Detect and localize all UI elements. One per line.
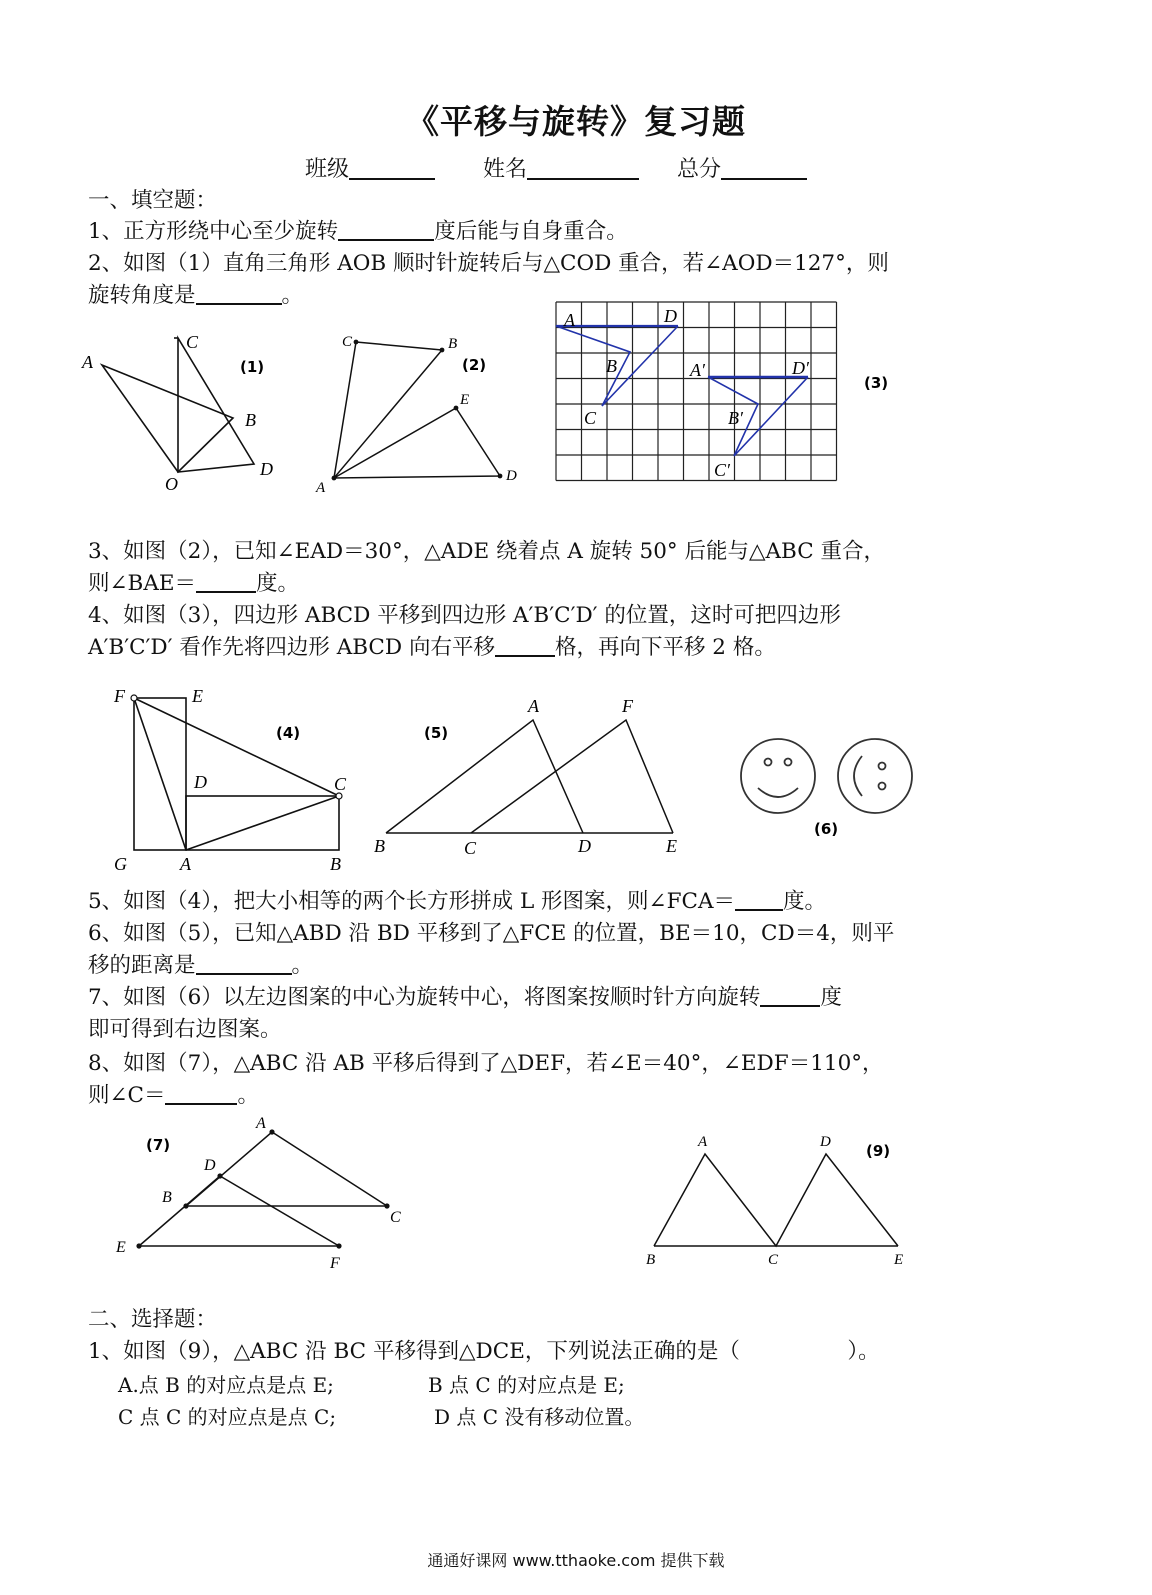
q7-text-end: 度 [820, 985, 842, 1010]
figure-3 [552, 300, 912, 485]
choice-1-option-c: C 点 C 的对应点是点 C; [118, 1405, 337, 1429]
label-b: B [162, 1189, 172, 1206]
label-b: B [330, 854, 341, 874]
label-d: D [820, 1134, 831, 1150]
label-b: B [374, 836, 385, 856]
label-d: D [260, 459, 273, 479]
q4-text-end: 格，再向下平移 2 格。 [554, 635, 776, 660]
class-blank [349, 156, 435, 180]
question-4-line2 [88, 633, 776, 663]
label-f: F [114, 686, 125, 706]
question-2-line1: 2、如图（1）直角三角形 AOB 顺时针旋转后与△COD 重合，若∠AOD＝127°，则 [88, 251, 889, 276]
q8-text-end: 。 [237, 1083, 259, 1108]
label-a: A [180, 854, 191, 874]
figure-4 [108, 680, 368, 880]
question-8-line2 [88, 1081, 259, 1111]
label-d: D [194, 772, 207, 792]
smiley-face-left [741, 739, 815, 813]
question-6-line2 [88, 951, 313, 981]
question-1 [88, 217, 628, 247]
figure-7 [108, 1108, 418, 1283]
label-d: D [664, 306, 677, 326]
label-g: G [114, 854, 127, 874]
q6-text-end: 。 [291, 953, 314, 978]
figure-5 [368, 680, 698, 870]
q5-text: 5、如图（4），把大小相等的两个长方形拼成 L 形图案，则∠FCA＝ [88, 889, 735, 914]
q5-blank [735, 889, 783, 911]
class-label: 班级 [305, 157, 350, 182]
q8-text: 则∠C＝ [88, 1083, 166, 1108]
q1-text: 1、正方形绕中心至少旋转 [88, 219, 339, 244]
label-c: C [768, 1252, 779, 1268]
figure-4-label: (4) [276, 724, 301, 742]
question-2-line2 [88, 281, 303, 311]
q4-blank [495, 635, 555, 657]
figure-6-label: (6) [814, 820, 839, 838]
label-c: C [390, 1209, 401, 1226]
label-c: C [186, 332, 199, 352]
q7-text: 7、如图（6）以左边图案的中心为旋转中心，将图案按顺时针方向旋转 [88, 985, 761, 1010]
question-3-line1: 3、如图（2），已知∠EAD＝30°，△ADE 绕着点 A 旋转 50° 后能与△ABC 重合， [88, 539, 886, 564]
score-blank [721, 156, 807, 180]
label-a: A [698, 1134, 708, 1150]
name-label: 姓名 [483, 157, 528, 182]
label-a: A [82, 352, 93, 372]
figure-7-label: (7) [146, 1136, 171, 1154]
q4-text: A′B′C′D′ 看作先将四边形 ABCD 向右平移 [88, 635, 495, 660]
figure-2 [312, 328, 532, 498]
question-8-line1: 8、如图（7），△ABC 沿 AB 平移后得到了△DEF，若∠E＝40°，∠EDF＝110°， [88, 1051, 884, 1076]
q1-text-end: 度后能与自身重合。 [434, 219, 628, 244]
label-c: C [342, 334, 353, 350]
footer: 通通好课网 www.tthaoke.com 提供下载 [427, 1551, 725, 1570]
q6-blank [196, 953, 292, 975]
label-c: C [584, 408, 597, 428]
figure-5-label: (5) [424, 724, 449, 742]
q2-blank [196, 283, 282, 305]
label-e: E [460, 392, 470, 408]
figure-9-label: (9) [866, 1142, 891, 1160]
figure-2-label: (2) [462, 356, 487, 374]
label-a: A [256, 1115, 266, 1132]
choice-1-stem: 1、如图（9），△ABC 沿 BC 平移得到△DCE，下列说法正确的是（ ）。 [88, 1339, 880, 1364]
q8-blank [165, 1083, 237, 1105]
section1-heading: 一、填空题： [88, 188, 218, 213]
label-a: A [316, 480, 326, 496]
info-line [305, 152, 807, 183]
question-6-line1: 6、如图（5），已知△ABD 沿 BD 平移到了△FCE 的位置，BE＝10，CD＝4，则平 [88, 921, 895, 946]
label-d: D [578, 836, 591, 856]
label-e: E [116, 1239, 126, 1256]
triangle-aob [102, 365, 233, 472]
page-title: 《平移与旋转》复习题 [406, 102, 746, 141]
label-c-prime: C′ [714, 460, 730, 480]
figure-1-label: (1) [240, 358, 265, 376]
q7-blank [760, 985, 820, 1007]
label-b: B [245, 410, 256, 430]
label-e: E [192, 686, 203, 706]
label-c: C [464, 838, 477, 858]
label-e: E [894, 1252, 904, 1268]
name-blank [527, 156, 639, 180]
figure-6 [728, 726, 928, 846]
figure-9 [640, 1128, 930, 1273]
choice-1-option-a: A.点 B 的对应点是点 E; [118, 1373, 334, 1397]
label-b: B [448, 336, 458, 352]
label-o: O [165, 474, 178, 494]
label-b: B [646, 1252, 656, 1268]
q1-blank [338, 219, 434, 241]
label-a: A [564, 310, 575, 330]
question-5 [88, 887, 826, 917]
q5-text-end: 度。 [782, 889, 826, 914]
label-d-prime: D′ [792, 358, 809, 378]
q3-blank [196, 571, 256, 593]
choice-1-option-b: B 点 C 的对应点是 E; [428, 1373, 625, 1397]
choice-1-option-d: D 点 C 没有移动位置。 [434, 1405, 645, 1429]
label-b-prime: B′ [728, 408, 743, 428]
label-e: E [666, 836, 677, 856]
score-label: 总分 [677, 157, 722, 182]
smiley-face-right [838, 739, 912, 813]
label-d: D [506, 468, 517, 484]
label-d: D [204, 1157, 216, 1174]
figure-1 [78, 330, 298, 495]
q2-text: 旋转角度是 [88, 283, 196, 308]
label-c: C [334, 774, 347, 794]
label-b: B [606, 356, 617, 376]
q3-text: 则∠BAE＝ [88, 571, 197, 596]
label-f: F [330, 1255, 340, 1272]
question-3-line2 [88, 569, 299, 599]
label-a: A [528, 696, 539, 716]
figure-3-label: (3) [864, 374, 889, 392]
question-7-line1 [88, 983, 842, 1013]
question-7-line2: 即可得到右边图案。 [88, 1017, 282, 1042]
label-f: F [622, 696, 633, 716]
label-a-prime: A′ [690, 360, 705, 380]
section2-heading: 二、选择题： [88, 1307, 218, 1332]
q6-text: 移的距离是 [88, 953, 196, 978]
question-4-line1: 4、如图（3），四边形 ABCD 平移到四边形 A′B′C′D′ 的位置，这时可把四边形 [88, 603, 841, 628]
q2-text-end: 。 [281, 283, 304, 308]
q3-text-end: 度。 [256, 571, 300, 596]
